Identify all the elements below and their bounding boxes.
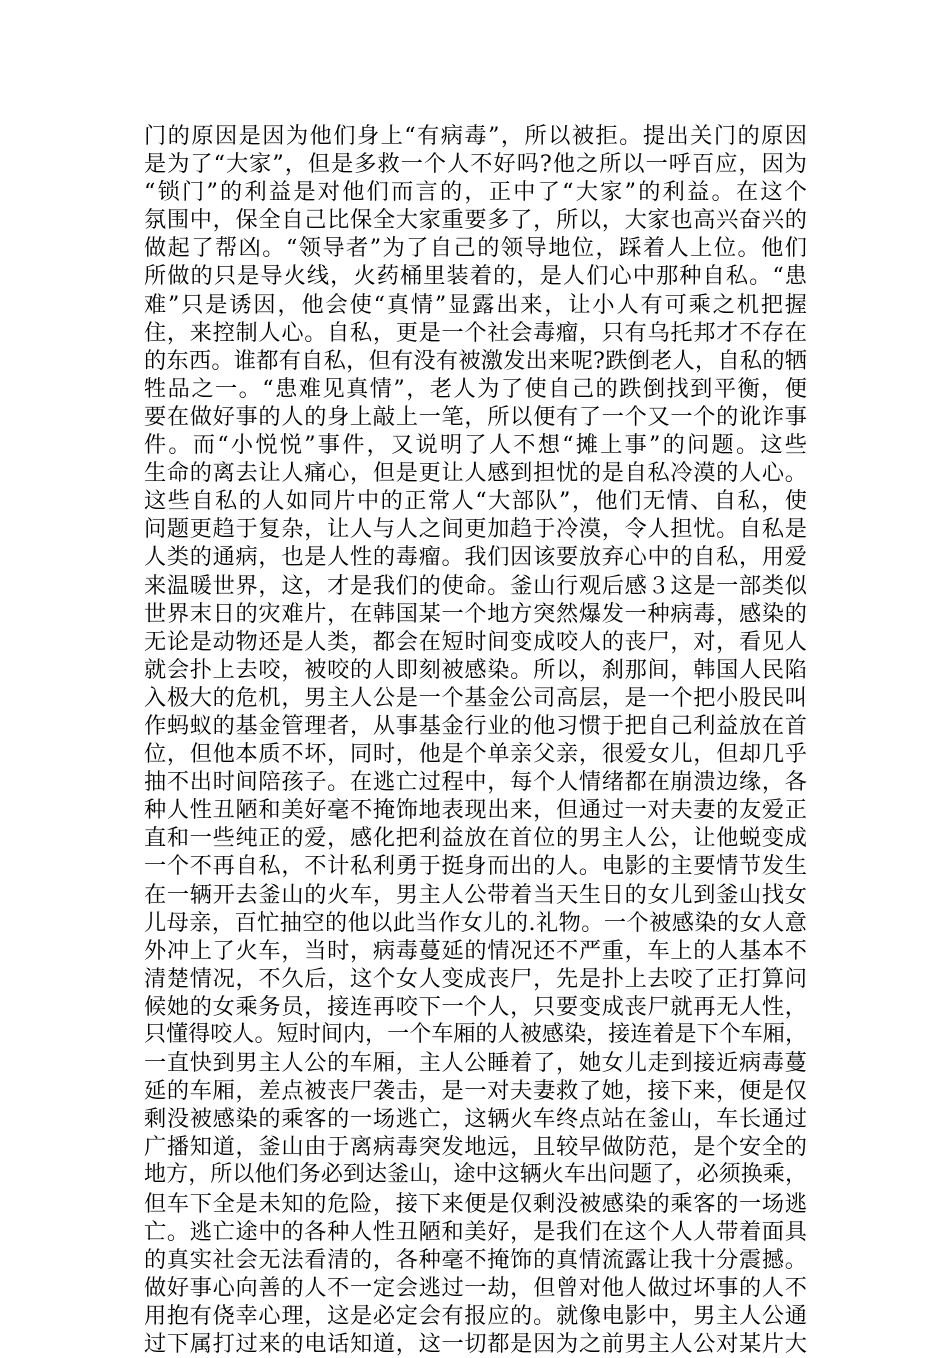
text-line: 就会扑上去咬，被咬的人即刻被感染。所以，刹那间，韩国人民陷 <box>144 656 807 683</box>
text-line: 所做的只是导火线，火药桶里装着的，是人们心中那种自私。“患 <box>144 263 807 290</box>
text-line: 难”只是诱因，他会使“真情”显露出来，让小人有可乘之机把握 <box>144 291 807 318</box>
text-line: 抽不出时间陪孩子。在逃亡过程中，每个人情绪都在崩溃边缘，各 <box>144 769 807 796</box>
text-line: 是为了“大家”，但是多救一个人不好吗?他之所以一呼百应，因为 <box>144 151 807 178</box>
body-text <box>144 122 807 1358</box>
text-line: 但车下全是未知的危险，接下来便是仅剩没被感染的乘客的一场逃 <box>144 1190 807 1217</box>
text-line: 用抱有侥幸心理，这是必定会有报应的。就像电影中，男主人公通 <box>144 1302 807 1329</box>
text-line: 位，但他本质不坏，同时，他是个单亲父亲，很爱女儿，但却几乎 <box>144 741 807 768</box>
text-line: 人类的通病，也是人性的毒瘤。我们因该要放弃心中的自私，用爱 <box>144 544 807 571</box>
text-line: 广播知道，釜山由于离病毒突发地远，且较早做防范，是个安全的 <box>144 1134 807 1161</box>
text-line: 门的原因是因为他们身上“有病毒”，所以被拒。提出关门的原因 <box>144 123 807 149</box>
text-line: “锁门”的利益是对他们而言的，正中了“大家”的利益。在这个 <box>144 179 807 206</box>
text-line: 世界末日的灾难片，在韩国某一个地方突然爆发一种病毒，感染的 <box>144 600 807 627</box>
text-line: 的真实社会无法看清的，各种毫不掩饰的真情流露让我十分震撼。 <box>144 1246 807 1273</box>
text-line: 来温暖世界，这，才是我们的使命。釜山行观后感３这是一部类似 <box>144 572 807 599</box>
text-line: 做起了帮凶。“领导者”为了自己的领导地位，踩着人上位。他们 <box>144 235 807 262</box>
text-line: 入极大的危机，男主人公是一个基金公司高层，是一个把小股民叫 <box>144 684 807 711</box>
text-line: 生命的离去让人痛心，但是更让人感到担忧的是自私冷漠的人心。 <box>144 460 807 487</box>
text-line: 儿母亲，百忙抽空的他以此当作女儿的.礼物。一个被感染的女人意 <box>144 909 807 936</box>
text-line: 直和一些纯正的爱，感化把利益放在首位的男主人公，让他蜕变成 <box>144 825 807 852</box>
text-line: 做好事心向善的人不一定会逃过一劫，但曾对他人做过坏事的人不 <box>144 1274 807 1301</box>
text-line: 过下属打过来的电话知道，这一切都是因为之前男主人公对某片大 <box>144 1331 807 1358</box>
text-line: 要在做好事的人的身上敲上一笔，所以便有了一个又一个的讹诈事 <box>144 403 807 430</box>
text-line: 这些自私的人如同片中的正常人“大部队”，他们无情、自私，使 <box>144 488 807 515</box>
text-line: 无论是动物还是人类，都会在短时间变成咬人的丧尸，对，看见人 <box>144 628 807 655</box>
text-line: 作蚂蚁的基金管理者，从事基金行业的他习惯于把自己利益放在首 <box>144 712 807 739</box>
text-line: 氛围中，保全自己比保全大家重要多了，所以，大家也高兴奋兴的 <box>144 207 807 234</box>
text-line: 件。而“小悦悦”事件，又说明了人不想“摊上事”的问题。这些 <box>144 432 807 459</box>
text-line: 剩没被感染的乘客的一场逃亡，这辆火车终点站在釜山，车长通过 <box>144 1106 807 1133</box>
text-line: 外冲上了火车，当时，病毒蔓延的情况还不严重，车上的人基本不 <box>144 937 807 964</box>
text-line: 地方，所以他们务必到达釜山，途中这辆火车出问题了，必须换乘， <box>144 1162 807 1188</box>
text-line: 清楚情况，不久后，这个女人变成丧尸，先是扑上去咬了正打算问 <box>144 965 807 992</box>
text-line: 延的车厢，差点被丧尸袭击，是一对夫妻救了她，接下来，便是仅 <box>144 1078 807 1105</box>
text-line: 牲品之一。“患难见真情”，老人为了使自己的跌倒找到平衡，便 <box>144 375 807 402</box>
text-line: 亡。逃亡途中的各种人性丑陋和美好，是我们在这个人人带着面具 <box>144 1218 807 1245</box>
text-line: 的东西。谁都有自私，但有没有被激发出来呢?跌倒老人，自私的牺 <box>144 347 807 374</box>
text-line: 只懂得咬人。短时间内，一个车厢的人被感染，接连着是下个车厢， <box>144 1022 807 1047</box>
text-line: 在一辆开去釜山的火车，男主人公带着当天生日的女儿到釜山找女 <box>144 881 807 908</box>
text-line: 问题更趋于复杂，让人与人之间更加趋于冷漠，令人担忧。自私是 <box>144 516 807 543</box>
text-line: 一直快到男主人公的车厢，主人公睡着了，她女儿走到接近病毒蔓 <box>144 1050 807 1077</box>
text-line: 种人性丑陋和美好毫不掩饰地表现出来，但通过一对夫妻的友爱正 <box>144 797 807 824</box>
text-line: 住，来控制人心。自私，更是一个社会毒瘤，只有乌托邦才不存在 <box>144 319 807 346</box>
text-line: 候她的女乘务员，接连再咬下一个人，只要变成丧尸就再无人性， <box>144 993 807 1020</box>
text-line: 一个不再自私，不计私利勇于挺身而出的人。电影的主要情节发生 <box>144 853 807 880</box>
